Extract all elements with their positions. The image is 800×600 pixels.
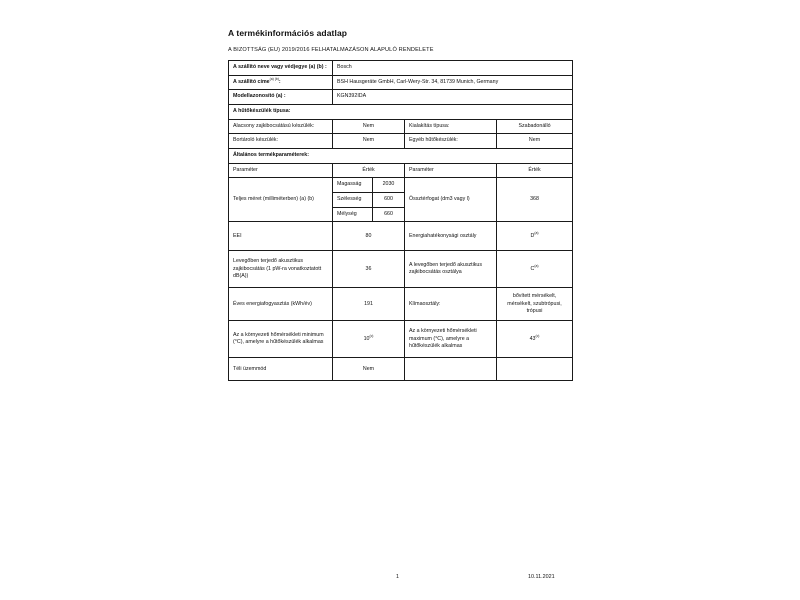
dimension-label-depth: Mélység <box>333 207 373 222</box>
dimension-value-height: 2030 <box>373 178 405 193</box>
energy-class-value: $D^{(a)}$ <box>497 222 573 251</box>
ambient-max-superscript: (c) <box>535 333 540 338</box>
document-date: 10.11.2021 <box>528 574 555 580</box>
design-value: Szabadonálló <box>497 119 573 134</box>
design-label: Kialakítás típusa: <box>405 119 497 134</box>
empty-cell-right-value <box>497 358 573 381</box>
column-header-parameter-left: Paraméter <box>229 163 333 178</box>
dimension-label-width: Szélesség <box>333 193 373 208</box>
ambient-min-label: Az a környezeti hőmérsékleti minimum (°C), amelyre a hűtőkészülék alkalmas <box>229 321 333 358</box>
other-appliance-label: Egyéb hűtőkészülék: <box>405 134 497 149</box>
column-header-parameter-right: Paraméter <box>405 163 497 178</box>
other-appliance-value: Nem <box>497 134 573 149</box>
dimension-value-width: 600 <box>373 193 405 208</box>
dimension-value-depth: 660 <box>373 207 405 222</box>
general-parameters-header: Általános termékparaméterek: <box>229 149 573 164</box>
wine-storage-value: Nem <box>333 134 405 149</box>
spec-table <box>228 60 573 381</box>
total-volume-label: Össztérfogat (dm3 vagy l) <box>405 178 497 222</box>
page-number: 1 <box>396 574 399 580</box>
page-title: A termékinformációs adatlap <box>228 28 348 38</box>
eei-label: EEI <box>229 222 333 251</box>
airborne-noise-label: Levegőben terjedő akusztikus zajkibocsátás (1 pW-ra vonatkoztatott dB(A)) <box>229 251 333 288</box>
table-row <box>229 75 573 90</box>
empty-cell-right-label <box>405 358 497 381</box>
airborne-noise-value: 36 <box>333 251 405 288</box>
low-noise-label: Alacsony zajkibocsátású készülék: <box>229 119 333 134</box>
eei-value: 80 <box>333 222 405 251</box>
total-volume-value: 368 <box>497 178 573 222</box>
address-label-superscript: (a) (b) <box>269 76 279 81</box>
column-header-value-right: Érték <box>497 163 573 178</box>
ambient-min-value: 10$^{(c)}$ <box>333 321 405 358</box>
table-row <box>229 149 573 164</box>
annual-energy-label: Éves energiafogyasztás (kWh/év) <box>229 288 333 321</box>
table-row <box>229 178 573 193</box>
climate-class-value: bővített mérsékelt, mérsékelt, szubtrópusi, trópusi <box>497 288 573 321</box>
ambient-max-label: Az a környezeti hőmérsékleti maximum (°C), amelyre a hűtőkészülék alkalmas <box>405 321 497 358</box>
address-value: BSH Hausgeräte GmbH, Carl-Wery-Str. 34, 81739 Munich, Germany <box>333 75 573 90</box>
table-row <box>229 288 573 321</box>
energy-class-label: Energiahatékonysági osztály <box>405 222 497 251</box>
datasheet <box>228 28 572 381</box>
low-noise-value: Nem <box>333 119 405 134</box>
supplier-label: A szállító neve vagy védjegye (a) (b) : <box>229 61 333 76</box>
table-row <box>229 90 573 105</box>
model-label: Modellazonosító (a) : <box>229 90 333 105</box>
table-row <box>229 358 573 381</box>
table-header-row <box>229 163 573 178</box>
climate-class-label: Klímaosztály: <box>405 288 497 321</box>
annual-energy-value: 191 <box>333 288 405 321</box>
noise-class-value: $C^{(a)}$ <box>497 251 573 288</box>
regulation-subtitle: A BIZOTTSÁG (EU) 2019/2016 FELHATALMAZÁSON ALAPULÓ RENDELETE <box>228 47 434 53</box>
noise-class-label: A levegőben terjedő akusztikus zajkibocsátás osztálya <box>405 251 497 288</box>
noise-class-superscript: (a) <box>534 263 539 268</box>
table-row <box>229 61 573 76</box>
winter-mode-value: Nem <box>333 358 405 381</box>
supplier-value: Bosch <box>333 61 573 76</box>
model-value: KGN392IDA <box>333 90 573 105</box>
appliance-type-header: A hűtőkészülék típusa: <box>229 105 573 120</box>
dimension-label-height: Magasság <box>333 178 373 193</box>
wine-storage-label: Bortároló készülék: <box>229 134 333 149</box>
address-label: A szállító címe$^{(a) (b)}$: <box>229 75 333 90</box>
table-row <box>229 321 573 358</box>
table-row <box>229 105 573 120</box>
table-row <box>229 134 573 149</box>
winter-mode-label: Téli üzemmód <box>229 358 333 381</box>
table-row <box>229 119 573 134</box>
column-header-value-left: Érték <box>333 163 405 178</box>
ambient-max-value: 43$^{(c)}$ <box>497 321 573 358</box>
energy-class-superscript: (a) <box>534 230 539 235</box>
overall-dimensions-label: Teljes méret (milliméterben) (a) (b) <box>229 178 333 222</box>
ambient-min-superscript: (c) <box>369 333 374 338</box>
table-row <box>229 251 573 288</box>
table-row <box>229 222 573 251</box>
